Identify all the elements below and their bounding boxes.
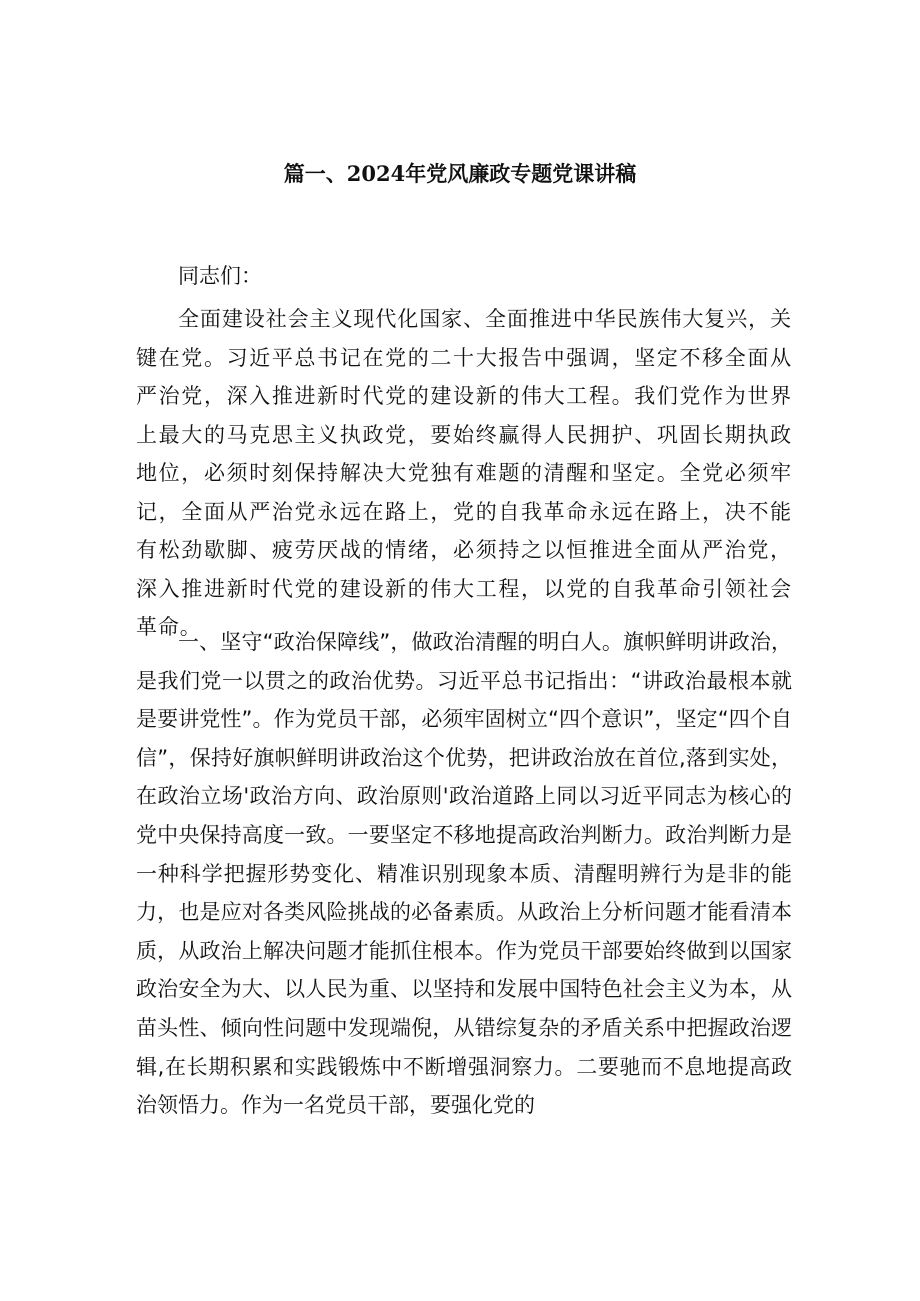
document-title: 篇一、2024年党风廉政专题党课讲稿 <box>283 161 637 186</box>
greeting: 同志们： <box>178 264 262 288</box>
paragraph: 一、坚守“政治保障线”，做政治清醒的明白人。旗帜鲜明讲政治，是我们党一以贯之的政治优势。习近平总书记指出：“讲政治最根本就是要讲党性”。作为党员干部，必须牢固树立“四个意识”，坚定“四个自信”，保持好旗帜鲜明讲政治这个优势，把讲政治放在首位,落到实处，在政治立场'政治方向、政治原则'政治道路上同以习近平同志为核心的党中央保持高度一致。一要坚定不移地提高政治判断力。政治判断力是一种科学把握形势变化、精准识别现象本质、清醒明辨行为是非的能力，也是应对各类风险挑战的必备素质。从政治上分析问题才能看清本质，从政治上解决问题才能抓住根本。作为党员干部要始终做到以国家政治安全为大、以人民为重、以坚持和发展中国特色社会主义为本，从苗头性、倾向性问题中发现端倪，从错综复杂的矛盾关系中把握政治逻辑,在长期积累和实践锻炼中不断增强洞察力。二要驰而不息地提高政治领悟力。作为一名党员干部，要强化党的 <box>136 630 792 1118</box>
paragraph: 全面建设社会主义现代化国家、全面推进中华民族伟大复兴，关键在党。习近平总书记在党的二十大报告中强调，坚定不移全面从严治党，深入推进新时代党的建设新的伟大工程。我们党作为世界上最大的马克思主义执政党，要始终赢得人民拥护、巩固长期执政地位，必须时刻保持解决大党独有难题的清醒和坚定。全党必须牢记，全面从严治党永远在路上，党的自我革命永远在路上，决不能有松劲歇脚、疲劳厌战的情绪，必须持之以恒推进全面从严治党，深入推进新时代党的建设新的伟大工程，以党的自我革命引领社会革命。 <box>136 307 792 639</box>
